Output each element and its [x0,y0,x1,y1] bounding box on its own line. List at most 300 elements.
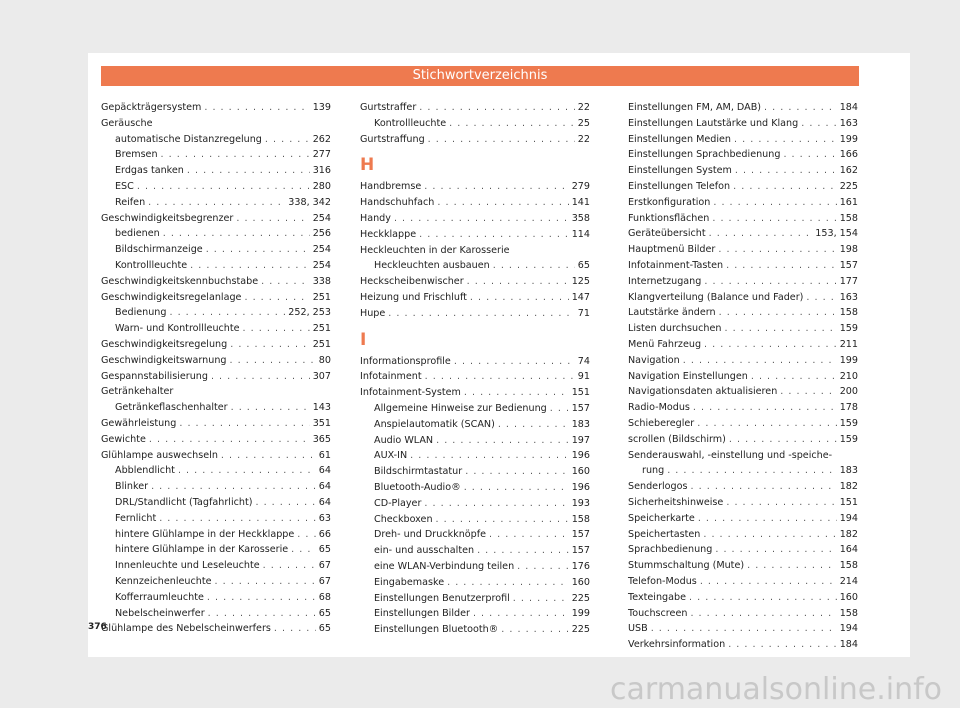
index-page-reference: 22 [577,102,590,113]
dot-leader [291,542,316,558]
index-page-reference: 177 [839,275,858,287]
dot-leader [394,211,569,227]
index-page-reference: 153, 154 [815,228,858,240]
index-entry[interactable] [360,290,590,306]
index-page-reference: 141 [571,197,590,209]
index-subentry[interactable] [360,543,590,559]
dot-leader [436,433,569,449]
index-page-reference: 338, 342 [288,196,331,208]
index-entry[interactable] [628,495,858,511]
index-entry[interactable] [101,337,331,353]
index-entry-label: Einstellungen System [628,165,732,177]
index-entry-label: Navigation Einstellungen [628,370,748,382]
index-entry-label: ESC [115,180,134,192]
index-entry[interactable] [628,479,858,495]
index-entry-label: Senderlogos [628,481,688,493]
index-page-reference: 196 [571,481,590,493]
dot-leader [806,290,836,306]
index-page-reference: 143 [312,402,331,414]
index-entry[interactable] [628,274,858,290]
index-page-reference: 254 [312,259,331,271]
index-entry-label: Dreh- und Druckknöpfe [374,529,487,541]
index-subentry[interactable] [360,575,590,591]
dot-leader [149,432,310,448]
index-entry-label: Gespannstabilisierung [101,370,208,382]
dot-leader [179,416,309,432]
dot-leader [263,558,316,574]
index-entry-label: Bremsen [115,149,158,161]
index-entry[interactable] [628,242,858,258]
index-subentry[interactable] [360,116,590,132]
index-entry[interactable] [360,274,590,290]
dot-leader [715,542,836,558]
index-subentry[interactable] [101,574,331,590]
index-entry-label: Einstellungen FM, AM, DAB) [628,102,762,113]
index-entry[interactable] [628,226,858,242]
index-entry-label: Klangverteilung (Balance und Fader) [628,291,804,303]
index-column-3 [628,100,858,653]
dot-leader [735,163,837,179]
index-entry-label: bedienen [115,228,160,240]
index-entry[interactable] [360,227,590,243]
index-entry-label: Einstellungen Benutzerprofil [374,592,510,604]
index-entry[interactable] [360,100,590,116]
dot-leader [698,511,837,527]
index-entry[interactable] [628,416,858,432]
index-subentry[interactable] [101,558,331,574]
index-entry[interactable] [628,590,858,606]
index-page-reference: 159 [839,433,858,445]
dot-leader [691,479,837,495]
index-page-reference: 160 [839,591,858,603]
index-subentry[interactable] [101,495,331,511]
index-page-reference: 64 [318,496,331,508]
dot-leader [764,100,837,116]
index-entry[interactable] [360,211,590,227]
index-entry[interactable] [628,321,858,337]
dot-leader [297,527,316,543]
index-page-reference: 158 [839,212,858,224]
index-page-reference: 197 [571,434,590,446]
index-subentry[interactable] [360,622,590,638]
index-entry[interactable] [101,100,331,116]
dot-leader [493,258,575,274]
index-entry-label: Texteingabe [628,591,687,603]
index-entry-label: Telefon-Modus [628,575,697,587]
index-entry-label: Heizung und Frischluft [360,291,467,303]
index-entry[interactable] [628,179,858,195]
index-entry-label: USB [628,623,648,635]
index-page-reference: 160 [571,466,590,478]
index-subentry[interactable] [101,321,331,337]
index-entry[interactable] [628,305,858,321]
index-entry-label: Infotainment-System [360,387,461,399]
index-page-reference: 198 [839,244,858,256]
index-entry-label: Erdgas tanken [115,165,184,177]
index-entry-label: Gewährleistung [101,417,177,429]
index-entry[interactable] [101,369,331,385]
index-entry[interactable] [101,448,331,464]
index-letter-heading: H [360,155,375,176]
index-subentry[interactable] [360,480,590,496]
dot-leader [447,575,569,591]
index-entry[interactable] [360,306,590,322]
index-entry[interactable] [101,432,331,448]
index-subentry[interactable] [101,606,331,622]
index-entry-label: Geschwindigkeitsregelanlage [101,291,242,303]
index-subentry[interactable] [360,448,590,464]
index-page-reference: 307 [312,370,331,382]
index-page-reference: 358 [571,212,590,224]
dot-leader [163,226,310,242]
index-page-reference: 199 [571,608,590,620]
index-entry[interactable] [360,385,590,401]
index-entry[interactable] [628,258,858,274]
index-subentry[interactable] [101,147,331,163]
index-page-reference: 182 [839,528,858,540]
index-subentry[interactable] [101,511,331,527]
dot-leader [215,574,316,590]
index-subentry[interactable] [101,479,331,495]
index-page-reference: 158 [839,607,858,619]
dot-leader [230,353,316,369]
index-subentry[interactable] [101,400,331,416]
dot-leader [207,590,316,606]
dot-leader [712,211,836,227]
index-page-reference: 163 [839,117,858,129]
index-entry-label: Einstellungen Telefon [628,180,731,192]
index-subentry[interactable] [360,417,590,433]
index-subentry[interactable] [101,527,331,543]
index-entry-label: Kofferraumleuchte [115,591,204,603]
index-entry-label: automatische Distanzregelung [115,133,262,145]
dot-leader [473,606,569,622]
index-page-reference: 65 [577,260,590,272]
dot-leader [449,116,575,132]
dot-leader [137,179,310,195]
index-entry[interactable] [360,195,590,211]
index-entry-label: Stummschaltung (Mute) [628,560,745,572]
index-page-reference: 157 [571,545,590,557]
index-page-reference: 166 [839,149,858,161]
index-entry[interactable] [628,511,858,527]
index-page-reference: 158 [839,307,858,319]
index-page-reference: 252, 253 [288,307,331,319]
index-page-reference: 251 [312,338,331,350]
index-entry-label: Checkboxen [374,513,433,525]
dot-leader [187,163,310,179]
index-entry-label: Verkehrsinformation [628,639,726,651]
index-subentry[interactable] [628,463,858,479]
index-entry-label: Handbremse [360,181,422,193]
index-entry-label: Listen durchsuchen [628,323,722,335]
index-entry[interactable] [628,400,858,416]
index-page-reference: 160 [571,576,590,588]
dot-leader [467,274,569,290]
index-page-reference: 64 [318,481,331,493]
index-entry-heading: Geräusche [101,117,153,129]
index-page-reference: 157 [839,259,858,271]
index-page-reference: 67 [318,575,331,587]
index-page-reference: 25 [577,117,590,129]
index-entry[interactable] [101,290,331,306]
index-page-reference: 279 [571,181,590,193]
index-page-reference: 151 [839,496,858,508]
index-entry-label: hintere Glühlampe in der Karosserie [115,544,289,556]
dot-leader [728,637,837,653]
dot-leader [747,558,837,574]
index-page-reference: 211 [839,338,858,350]
dot-leader [489,527,569,543]
dot-leader [726,495,836,511]
dot-leader [780,384,836,400]
index-entry[interactable] [628,337,858,353]
index-entry-label: Hauptmenü Bilder [628,244,716,256]
index-page-reference: 74 [577,355,590,367]
index-entry-label: Navigation [628,354,680,366]
dot-leader [211,369,310,385]
dot-leader [244,290,309,306]
index-page-reference: 251 [312,291,331,303]
index-page-reference: 184 [839,102,858,113]
index-entry-label: Funktionsflächen [628,212,710,224]
index-page-reference: 157 [571,402,590,414]
index-entry[interactable] [628,542,858,558]
index-entry[interactable] [628,558,858,574]
dot-leader [424,179,568,195]
index-page-reference: 114 [571,228,590,240]
dot-leader [231,400,310,416]
index-page-reference: 214 [839,575,858,587]
index-subentry[interactable] [101,226,331,242]
index-subentry[interactable] [360,401,590,417]
index-subentry[interactable] [101,305,331,321]
index-entry[interactable] [360,369,590,385]
dot-leader [470,290,569,306]
index-entry-label: Einstellungen Bluetooth® [374,624,499,636]
index-entry-label: Audio WLAN [374,434,434,446]
index-entry-label: Geschwindigkeitsregelung [101,338,228,350]
dot-leader [689,590,837,606]
index-entry[interactable] [628,527,858,543]
index-entry[interactable] [101,416,331,432]
dot-leader [208,606,316,622]
index-page-reference: 184 [839,639,858,651]
index-entry-label: Allgemeine Hinweise zur Bedienung [374,402,547,414]
index-entry[interactable] [628,606,858,622]
dot-leader [517,559,569,575]
index-entry[interactable] [360,354,590,370]
index-entry[interactable] [628,384,858,400]
index-entry-label: DRL/Standlicht (Tagfahrlicht) [115,496,253,508]
dot-leader [221,448,316,464]
index-entry[interactable] [101,353,331,369]
index-page-reference: 159 [839,417,858,429]
index-entry-label: ein- und ausschalten [374,545,475,557]
index-page-reference: 158 [571,513,590,525]
dot-leader [498,417,569,433]
dot-leader [161,147,310,163]
index-subentry[interactable] [101,163,331,179]
index-entry-label: Einstellungen Sprachbedienung [628,149,781,161]
dot-leader [477,543,569,559]
index-entry-label: Schieberegler [628,417,695,429]
index-page-reference: 64 [318,465,331,477]
index-subentry[interactable] [101,590,331,606]
index-entry[interactable] [628,100,858,116]
index-subentry[interactable] [360,433,590,449]
index-page-reference: 164 [839,544,858,556]
dot-leader [801,116,836,132]
index-page-reference: 254 [312,212,331,224]
index-page-reference: 199 [839,133,858,145]
index-page-reference: 176 [571,560,590,572]
index-subentry[interactable] [101,258,331,274]
index-page-reference: 147 [571,291,590,303]
index-subentry[interactable] [360,512,590,528]
index-page-reference: 158 [839,560,858,572]
index-entry[interactable] [628,132,858,148]
index-entry[interactable] [628,432,858,448]
index-entry-label: Navigationsdaten aktualisieren [628,386,778,398]
index-entry[interactable] [628,574,858,590]
index-entry-label: Nebelscheinwerfer [115,607,205,619]
index-page-reference: 65 [318,607,331,619]
dot-leader [651,621,837,637]
dot-leader [697,416,836,432]
index-entry[interactable] [628,195,858,211]
index-entry-label: Gewichte [101,433,146,445]
index-entry-label: Gurtstraffer [360,102,417,113]
index-entry-label: Blinker [115,481,149,493]
index-entry-label: Kontrollleuchte [115,259,188,271]
index-entry[interactable] [101,621,331,637]
dot-leader [178,463,316,479]
index-entry[interactable] [628,147,858,163]
index-page-reference: 61 [318,449,331,461]
index-entry-label: Heckleuchten ausbauen [374,260,490,272]
index-subentry[interactable] [101,542,331,558]
index-entry-label: Geschwindigkeitskennbuchstabe [101,275,259,287]
index-entry[interactable] [628,353,858,369]
index-entry[interactable] [360,132,590,148]
index-subentry[interactable] [101,463,331,479]
dot-leader [683,353,837,369]
dot-leader [713,195,836,211]
index-page-reference: 262 [312,133,331,145]
index-column-2 [360,100,590,638]
index-entry-label: Heckscheibenwischer [360,276,464,288]
index-entry[interactable] [101,274,331,290]
dot-leader [729,432,837,448]
index-page-reference: 162 [839,165,858,177]
index-page-reference: 183 [839,465,858,477]
index-entry[interactable] [360,179,590,195]
index-page-reference: 151 [571,387,590,399]
index-entry-label: Innenleuchte und Leseleuchte [115,560,260,572]
dot-leader [704,274,836,290]
index-entry-label: Bluetooth-Audio® [374,481,461,493]
index-entry-label: Reifen [115,196,146,208]
index-entry-label: Bedienung [115,307,167,319]
index-entry[interactable] [628,163,858,179]
index-subentry[interactable] [360,496,590,512]
dot-leader [419,100,575,116]
dot-leader [464,385,569,401]
index-subentry[interactable] [360,606,590,622]
index-entry-heading: Heckleuchten in der Karosserie [360,244,510,256]
index-entry[interactable] [628,369,858,385]
dot-leader [190,258,310,274]
index-subentry[interactable] [360,591,590,607]
index-entry-label: Gurtstraffung [360,133,425,145]
index-entry-label: Hupe [360,307,386,319]
index-subentry[interactable] [360,258,590,274]
index-entry-label: AUX-IN [374,450,408,462]
index-subentry[interactable] [101,242,331,258]
index-entry-label: Einstellungen Medien [628,133,732,145]
index-page-reference: 65 [318,623,331,635]
index-entry[interactable] [628,290,858,306]
page-number: 376 [88,622,107,632]
index-subentry[interactable] [101,179,331,195]
dot-leader [454,354,575,370]
index-page-reference: 183 [571,418,590,430]
index-page-reference: 161 [839,196,858,208]
index-entry-label: Handschuhfach [360,197,435,209]
index-entry-label: Speicherkarte [628,512,695,524]
dot-leader [550,401,569,417]
index-entry-label: Heckklappe [360,228,417,240]
index-entry-label: Anspielautomatik (SCAN) [374,418,495,430]
dot-leader [464,480,569,496]
index-entry-label: Einstellungen Bilder [374,608,470,620]
dot-leader [709,226,813,242]
index-subentry[interactable] [360,464,590,480]
index-page-reference: 178 [839,402,858,414]
index-entry[interactable] [628,637,858,653]
index-entry[interactable] [628,621,858,637]
watermark: carmanualsonline.info [610,672,942,707]
index-entry[interactable] [101,211,331,227]
index-page-reference: 277 [312,149,331,161]
index-page-reference: 351 [312,417,331,429]
index-subentry[interactable] [101,132,331,148]
index-entry-label: Bildschirmanzeige [115,244,203,256]
dot-leader [169,305,285,321]
index-page-reference: 66 [318,528,331,540]
index-entry[interactable] [628,116,858,132]
dot-leader [428,132,575,148]
dot-leader [204,100,309,116]
index-entry[interactable] [628,211,858,227]
dot-leader [265,132,310,148]
index-subentry[interactable] [101,195,331,211]
dot-leader [236,211,309,227]
index-entry-label: Sprachbedienung [628,544,713,556]
index-entry-label: Glühlampe des Nebelscheinwerfers [101,623,271,635]
dot-leader [419,227,569,243]
index-subentry[interactable] [360,559,590,575]
index-page-reference: 193 [571,497,590,509]
index-page-reference: 68 [318,591,331,603]
index-entry-label: Erstkonfiguration [628,196,711,208]
dot-leader [424,496,568,512]
index-entry-label: Kontrollleuchte [374,117,447,129]
index-page-reference: 125 [571,276,590,288]
index-entry-label: Internetzugang [628,275,702,287]
index-subentry[interactable] [360,527,590,543]
